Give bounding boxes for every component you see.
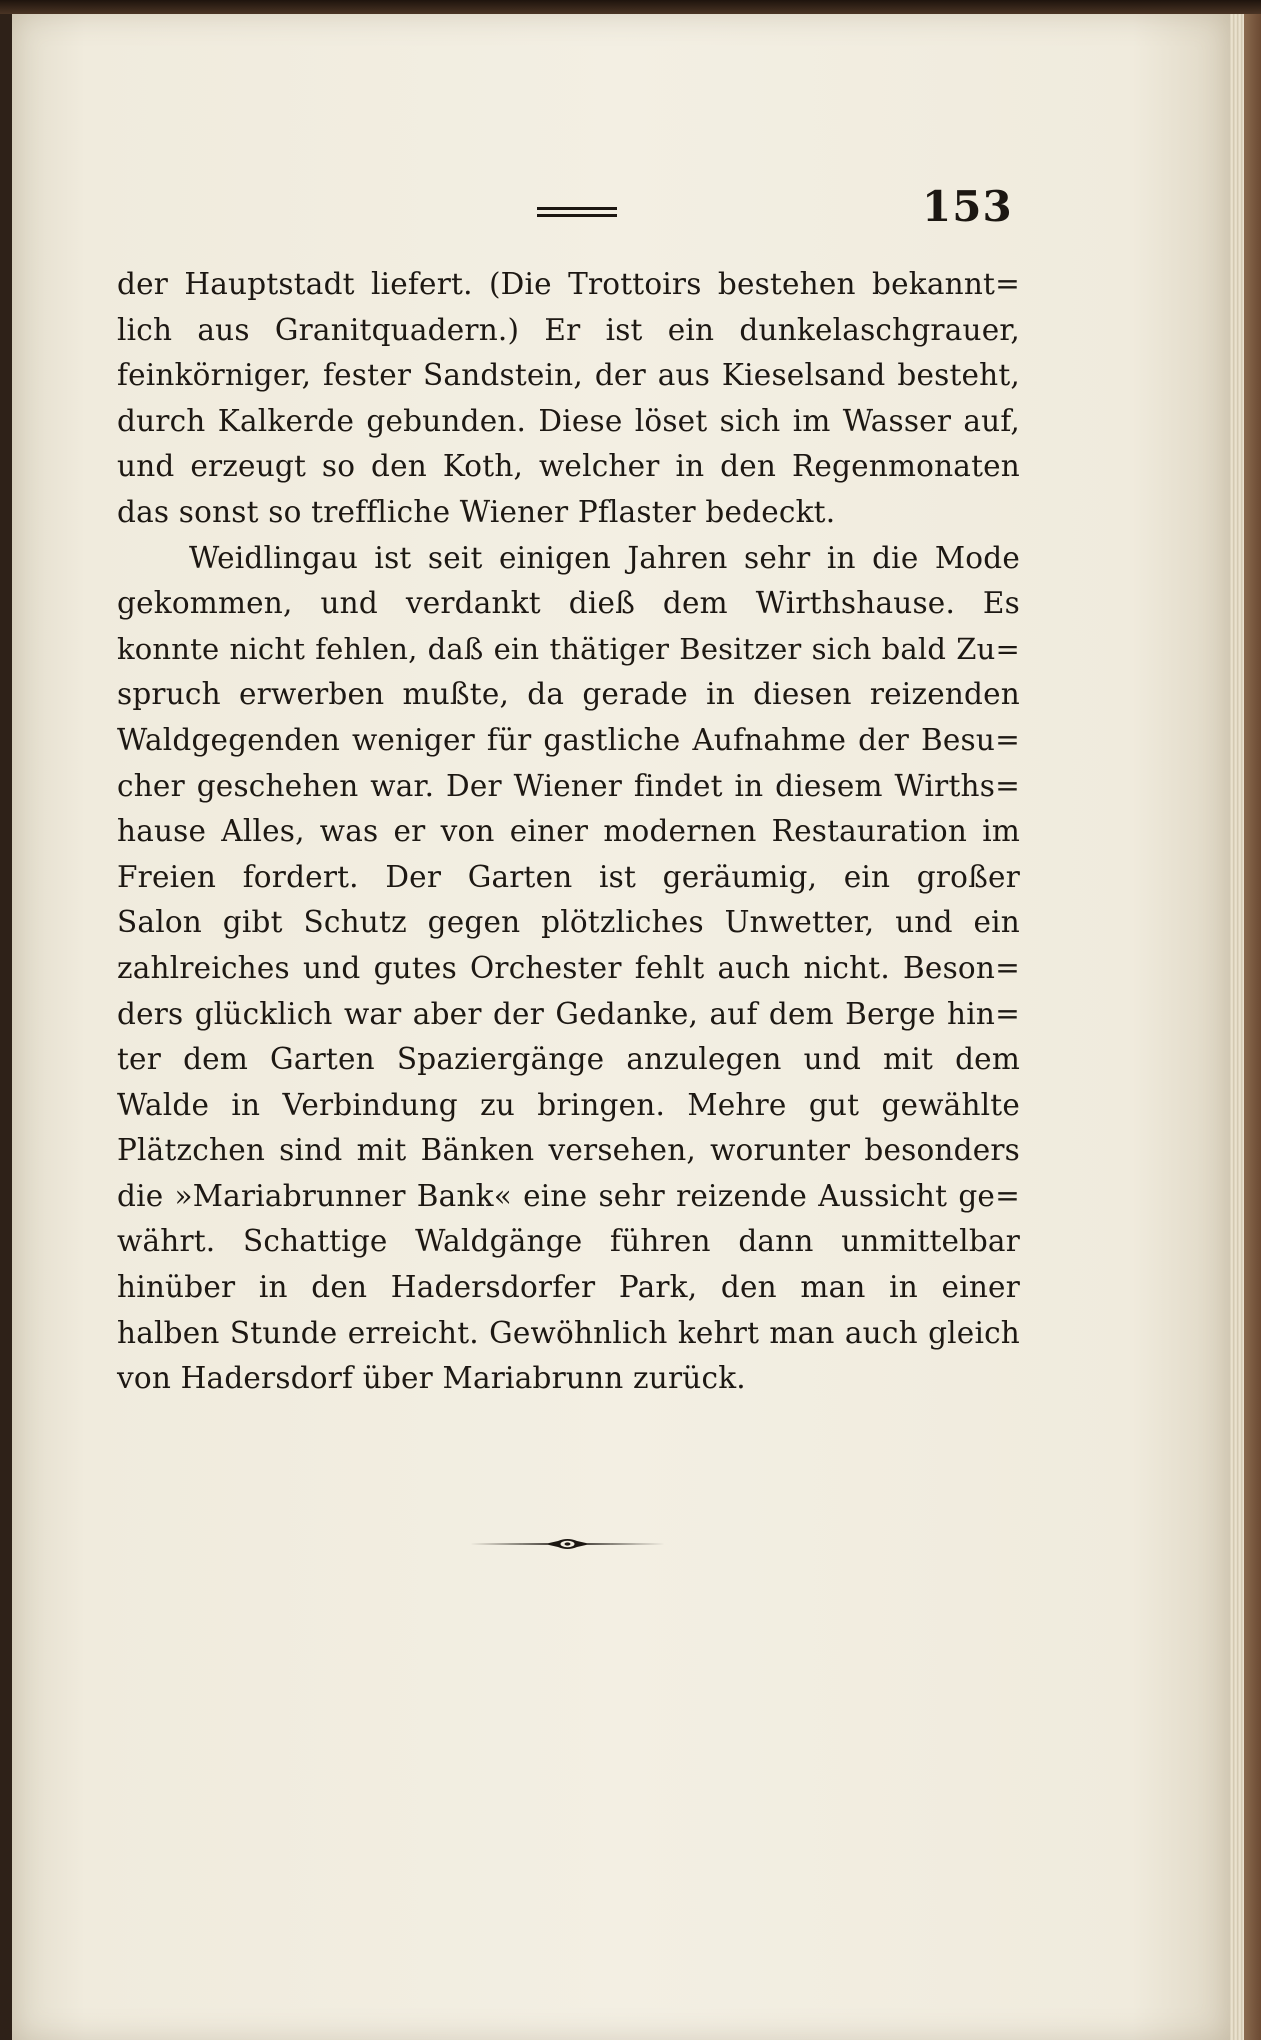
text-line: gekommen, und verdankt dieß dem Wirthshause. Es [117, 586, 1020, 621]
text-line: cher geschehen war. Der Wiener findet in diesem Wirths= [117, 768, 1020, 803]
text-line: Salon gibt Schutz gegen plötzliches Unwetter, und ein [117, 905, 1020, 940]
text-line: zahlreiches und gutes Orchester fehlt auch nicht. Beson= [117, 950, 1020, 985]
text-line: die »Mariabrunner Bank« eine sehr reizende Aussicht ge= [117, 1178, 1020, 1213]
text-line: durch Kalkerde gebunden. Diese löset sich im Wasser auf, [117, 403, 1020, 438]
text-line: ter dem Garten Spaziergänge anzulegen und mit dem [117, 1042, 1020, 1077]
text-line: spruch erwerben mußte, da gerade in diesen reizenden [117, 677, 1020, 712]
text-line: der Hauptstadt liefert. (Die Trottoirs bestehen bekannt= [117, 267, 1020, 301]
text-line: feinkörniger, fester Sandstein, der aus Kieselsand besteht, [117, 358, 1020, 393]
page-number: 153 [922, 182, 1013, 231]
book-top-edge [0, 0, 1261, 14]
text-line: Freien fordert. Der Garten ist geräumig, ein großer [117, 859, 1020, 894]
text-line: Plätzchen sind mit Bänken versehen, worunter besonders [117, 1133, 1020, 1168]
book-cover-edge [1244, 14, 1261, 2040]
text-line: von Hadersdorf über Mariabrunn zurück. [117, 1361, 746, 1396]
text-line: Walde in Verbindung zu bringen. Mehre gut gewählte [117, 1087, 1020, 1122]
text-line: Waldgegenden weniger für gastliche Aufnahme der Besu= [117, 722, 1020, 757]
text-line: halben Stunde erreicht. Gewöhnlich kehrt man auch gleich [117, 1315, 1020, 1350]
body-text [117, 262, 1020, 1402]
text-line: hinüber in den Hadersdorfer Park, den man in einer [117, 1270, 1020, 1305]
paragraph-1 [117, 262, 1020, 536]
text-line: und erzeugt so den Koth, welcher in den Regenmonaten [117, 449, 1020, 484]
text-line: währt. Schattige Waldgänge führen dann unmittelbar [117, 1224, 1020, 1259]
paragraph-2 [117, 536, 1020, 1402]
text-line: Weidlingau ist seit einigen Jahren sehr in die Mode [189, 540, 1020, 575]
ornament-divider [470, 1535, 665, 1553]
text-line: ders glücklich war aber der Gedanke, auf dem Berge hin= [117, 996, 1020, 1031]
text-line: hause Alles, was er von einer modernen Restauration im [117, 814, 1020, 849]
text-line: das sonst so treffliche Wiener Pflaster bedeckt. [117, 494, 836, 529]
text-line: lich aus Granitquadern.) Er ist ein dunkelaschgrauer, [117, 312, 1020, 347]
header-rule [537, 207, 617, 217]
text-line: konnte nicht fehlen, daß ein thätiger Besitzer sich bald Zu= [117, 631, 1020, 666]
